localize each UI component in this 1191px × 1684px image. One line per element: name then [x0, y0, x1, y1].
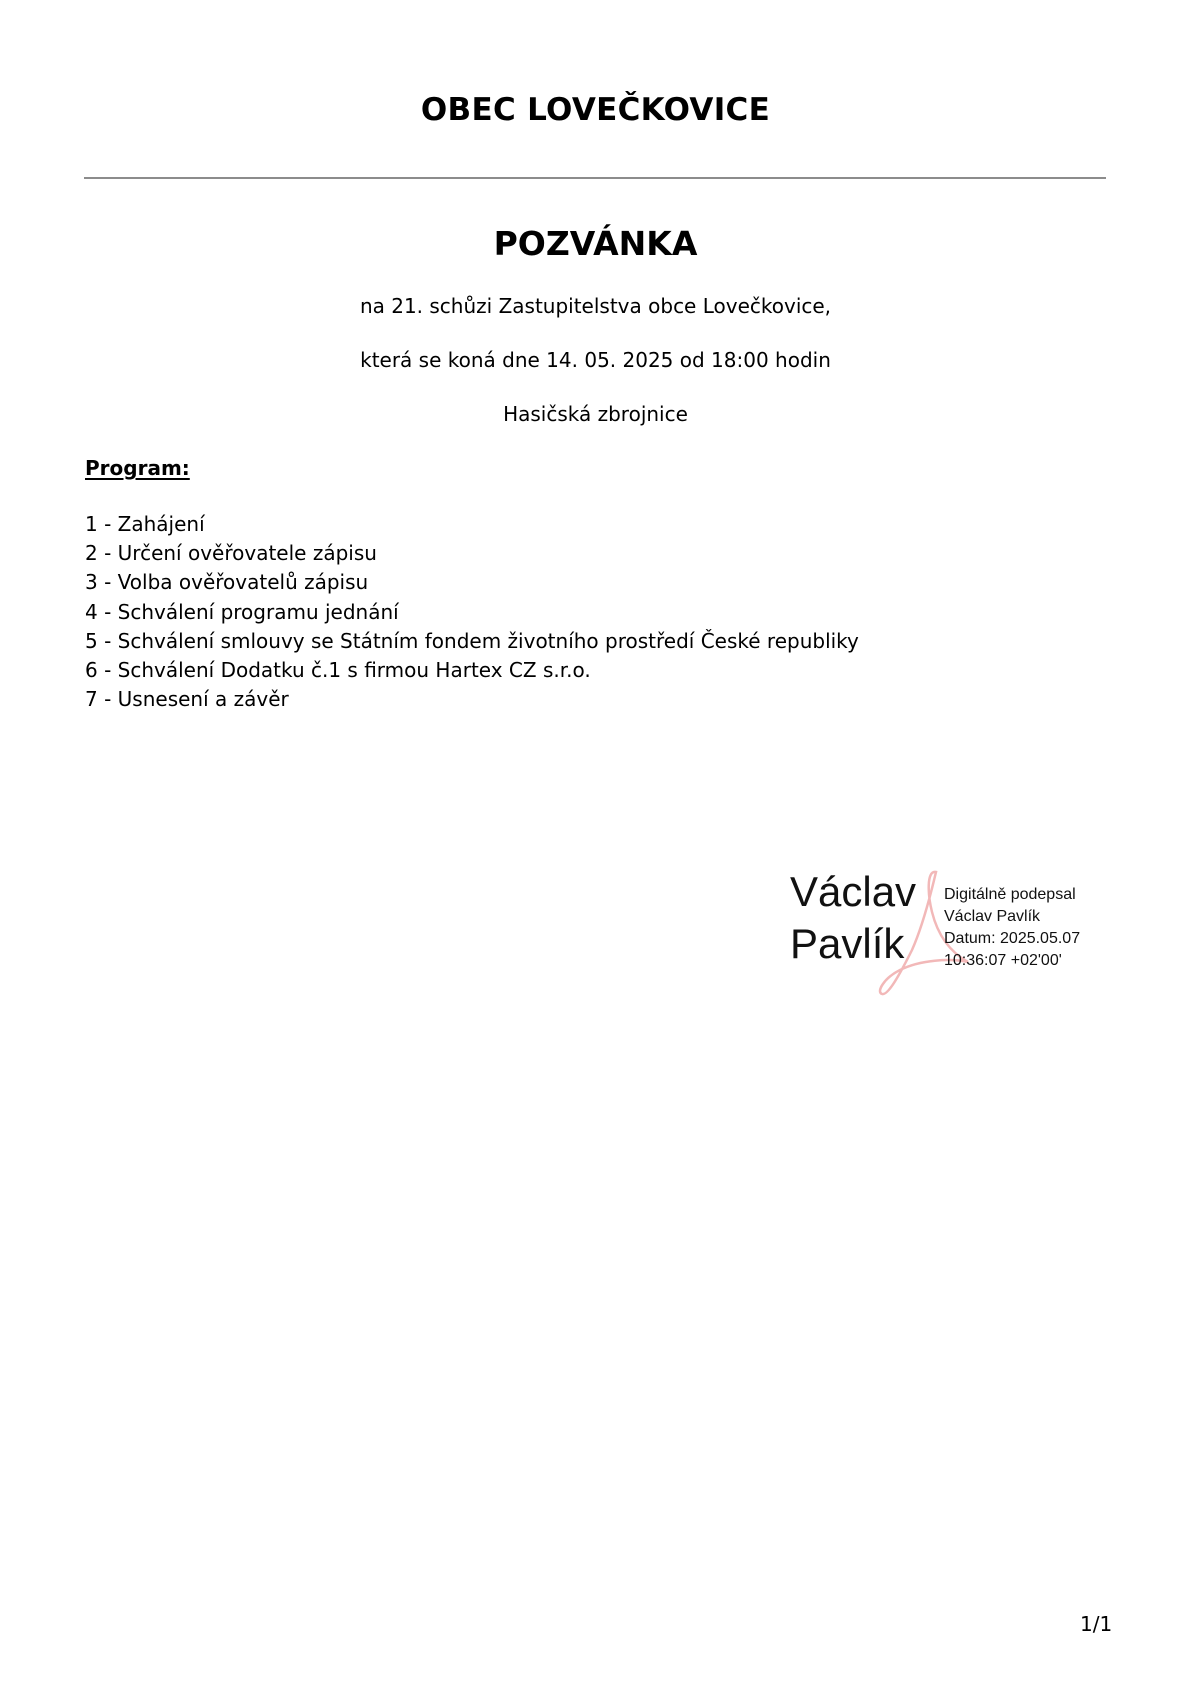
signature-time: 10:36:07 +02'00': [944, 952, 1062, 969]
signature-details: [944, 884, 1080, 972]
meeting-line: na 21. schůzi Zastupitelstva obce Lovečkovice,: [359, 294, 832, 318]
agenda-item: 2 - Určení ověřovatele zápisu: [85, 541, 377, 566]
agenda-list: [85, 510, 859, 714]
signer-name-large: [790, 866, 916, 970]
digital-signature: [790, 866, 1120, 996]
agenda-item: 1 - Zahájení: [85, 512, 205, 536]
signature-status: Digitálně podepsal: [944, 886, 1076, 903]
header-divider: [84, 177, 1106, 179]
agenda-item: 5 - Schválení smlouvy se Státním fondem životního prostředí České republiky: [85, 628, 859, 653]
program-label: Program:: [85, 456, 190, 480]
organization-title: OBEC LOVEČKOVICE: [420, 92, 771, 128]
agenda-item: 3 - Volba ověřovatelů zápisu: [85, 570, 369, 595]
date-line: která se koná dne 14. 05. 2025 od 18:00 hodin: [360, 348, 831, 372]
agenda-item: 6 - Schválení Dodatku č.1 s firmou Hartex CZ s.r.o.: [85, 657, 591, 682]
signature-signer: Václav Pavlík: [944, 908, 1041, 925]
signer-last-name: Pavlík: [790, 920, 905, 967]
document-title: POZVÁNKA: [493, 224, 698, 263]
location-line: Hasičská zbrojnice: [503, 402, 688, 426]
agenda-item: 4 - Schválení programu jednání: [85, 599, 399, 624]
page-number: 1/1: [1080, 1612, 1113, 1636]
agenda-item: 7 - Usnesení a závěr: [85, 687, 289, 712]
signer-first-name: Václav: [790, 868, 917, 915]
signature-date: Datum: 2025.05.07: [944, 930, 1081, 947]
